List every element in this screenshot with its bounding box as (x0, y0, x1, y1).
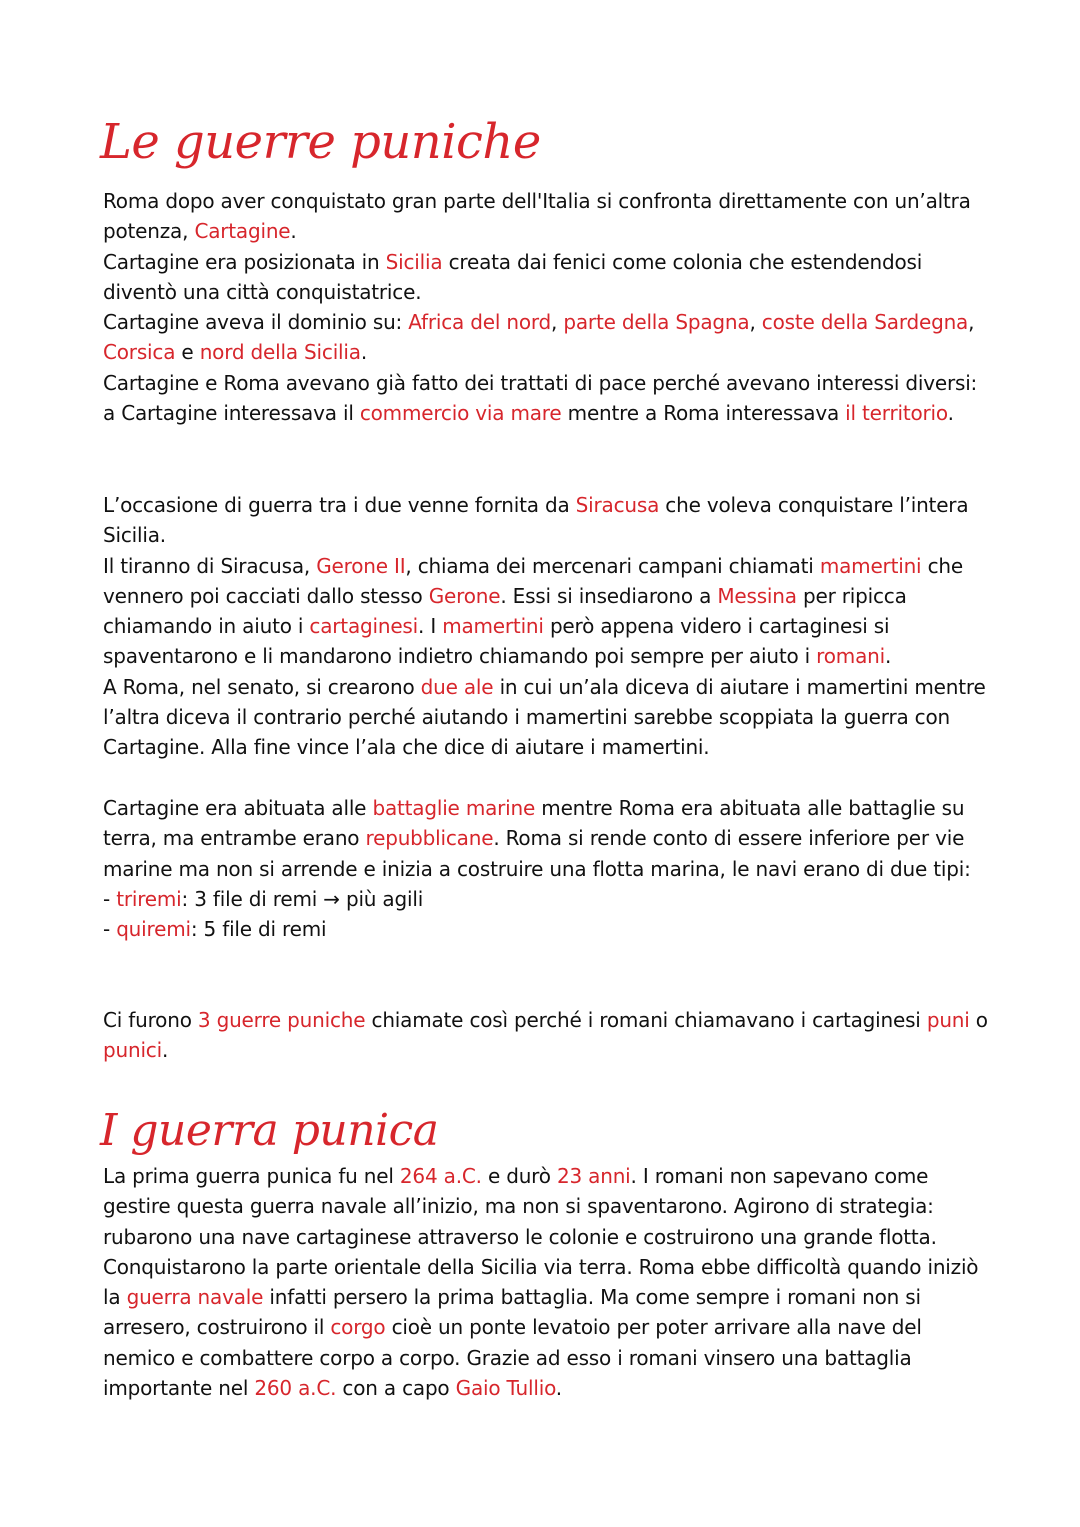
highlighted-term: punici (103, 1038, 162, 1063)
highlighted-term: guerra navale (126, 1285, 264, 1310)
text-run: che vennero poi cacciati dallo stesso (103, 553, 963, 608)
highlighted-term: Cartagine (194, 219, 291, 244)
text-run: e (175, 340, 200, 365)
highlighted-term: Siracusa (575, 493, 660, 517)
text-run: con a capo (336, 1376, 456, 1401)
highlighted-term: triremi (116, 886, 182, 911)
text-run: chiamate così perché i romani chiamavano i cartaginesi (365, 1008, 927, 1032)
highlighted-term: Gerone II (316, 553, 406, 578)
text-run: Cartagine era abituata alle (103, 796, 373, 820)
text-run: mentre Roma era abituata alle battaglie su terra, ma entrambe erano (103, 796, 965, 851)
highlighted-term: commercio via mare (359, 401, 562, 426)
text-run: : 3 file di remi → più agili (181, 886, 424, 911)
text-run: . I romani non sapevano come gestire questa guerra navale all’inizio, ma non si spaventarono. Agirono di strategia: rubarono una nave cartaginese attraverso le colonie e costruirono una grande flotta. Conquistarono la parte orientale della Sicilia via terra. Roma ebbe difficoltà quando iniziò la (103, 1164, 979, 1310)
text-run: . Roma si rende conto di essere inferiore per vie marine ma non si arrende e inizia a costruire una flotta marina, le navi erano di due tipi: (103, 826, 971, 881)
text-run: , (551, 310, 564, 335)
highlighted-term: 23 anni (556, 1164, 631, 1188)
text-run: cioè un ponte levatoio per poter arrivare alla nave del nemico e combattere corpo a corpo. Grazie ad esso i romani vinsero una battaglia importante nel (103, 1315, 922, 1401)
paragraph-tre-guerre (103, 1005, 993, 1066)
highlighted-term: parte della Spagna (563, 310, 750, 335)
text-run: . (947, 401, 954, 426)
text-run: L’occasione di guerra tra i due venne fornita da (103, 493, 576, 517)
section-title: I guerra punica (100, 1105, 439, 1156)
highlighted-term: 3 guerre puniche (197, 1008, 366, 1032)
paragraph-prima-guerra (103, 1161, 993, 1403)
text-run: - (103, 917, 117, 942)
text-run: , (968, 310, 975, 335)
highlighted-term: due ale (420, 674, 494, 699)
text-run: però appena videro i cartaginesi si spaventarono e li mandarono indietro chiamando poi sempre per aiuto i (103, 614, 890, 669)
text-run: per ripicca chiamando in aiuto i (103, 583, 907, 639)
text-run: : 5 file di remi (190, 917, 327, 942)
text-run: , chiama dei mercenari campani chiamati (405, 553, 820, 578)
text-run: infatti persero la prima battaglia. Ma come sempre i romani non si arresero, costruirono il (103, 1285, 921, 1340)
highlighted-term: cartaginesi (309, 614, 419, 639)
highlighted-term: mamertini (442, 614, 544, 639)
text-run: Cartagine era posizionata in (103, 249, 386, 274)
text-run: e durò (481, 1164, 557, 1188)
highlighted-term: Sicilia (385, 249, 443, 274)
highlighted-term: romani (816, 644, 885, 669)
text-run: . (884, 644, 892, 669)
text-run: Cartagine e Roma avevano già fatto dei trattati di pace perché avevano interessi diversi: a Cartagine interessava il (103, 370, 978, 426)
text-run: Cartagine aveva il dominio su: (103, 310, 409, 335)
text-run: . (360, 340, 367, 365)
highlighted-term: Africa del nord (408, 310, 552, 335)
highlighted-term: Gaio Tullio (455, 1376, 556, 1401)
paragraph-occasione-di-guerra (103, 490, 993, 763)
text-run: . Essi si insediarono a (500, 583, 718, 608)
paragraph-introduzione (103, 186, 993, 428)
highlighted-term: Gerone (428, 583, 501, 608)
page-title: Le guerre puniche (100, 114, 541, 170)
text-run: mentre a Roma interessava (561, 401, 846, 426)
text-run: in cui un’ala diceva di aiutare i mamertini mentre l’altra diceva il contrario perché aiutando i mamertini sarebbe scoppiata la guerra con Cartagine. Alla fine vince l’ala che dice di aiutare i mamertini. (103, 674, 986, 760)
highlighted-term: Messina (717, 583, 797, 608)
text-run: . (290, 219, 297, 244)
text-run: Roma dopo aver conquistato gran parte dell'Italia si confronta direttamente con un’altra potenza, (103, 189, 971, 244)
text-run: . I (418, 614, 443, 639)
highlighted-term: mamertini (819, 553, 922, 578)
highlighted-term: Corsica (103, 340, 176, 365)
text-run: A Roma, nel senato, si crearono (103, 674, 421, 699)
text-run: che voleva conquistare l’intera Sicilia. (103, 493, 969, 548)
text-run: - (103, 886, 117, 911)
highlighted-term: il territorio (845, 401, 948, 426)
text-run: Ci furono (103, 1008, 198, 1032)
text-run: o (969, 1008, 988, 1032)
text-run: creata dai fenici come colonia che estendendosi diventò una città conquistatrice. (103, 249, 923, 304)
highlighted-term: nord della Sicilia (199, 340, 361, 365)
text-run: . (555, 1376, 562, 1401)
highlighted-term: repubblicane (365, 826, 494, 851)
highlighted-term: 264 a.C. (399, 1164, 482, 1188)
highlighted-term: coste della Sardegna (761, 310, 969, 335)
highlighted-term: corgo (330, 1315, 386, 1340)
highlighted-term: 260 a.C. (254, 1376, 337, 1401)
text-run: Il tiranno di Siracusa, (103, 553, 317, 578)
text-run: La prima guerra punica fu nel (103, 1164, 400, 1188)
paragraph-battaglie-navi (103, 793, 993, 944)
highlighted-term: puni (926, 1008, 970, 1032)
text-run: . (161, 1038, 169, 1063)
highlighted-term: battaglie marine (372, 796, 536, 820)
text-run: , (749, 310, 762, 335)
highlighted-term: quiremi (116, 917, 191, 942)
